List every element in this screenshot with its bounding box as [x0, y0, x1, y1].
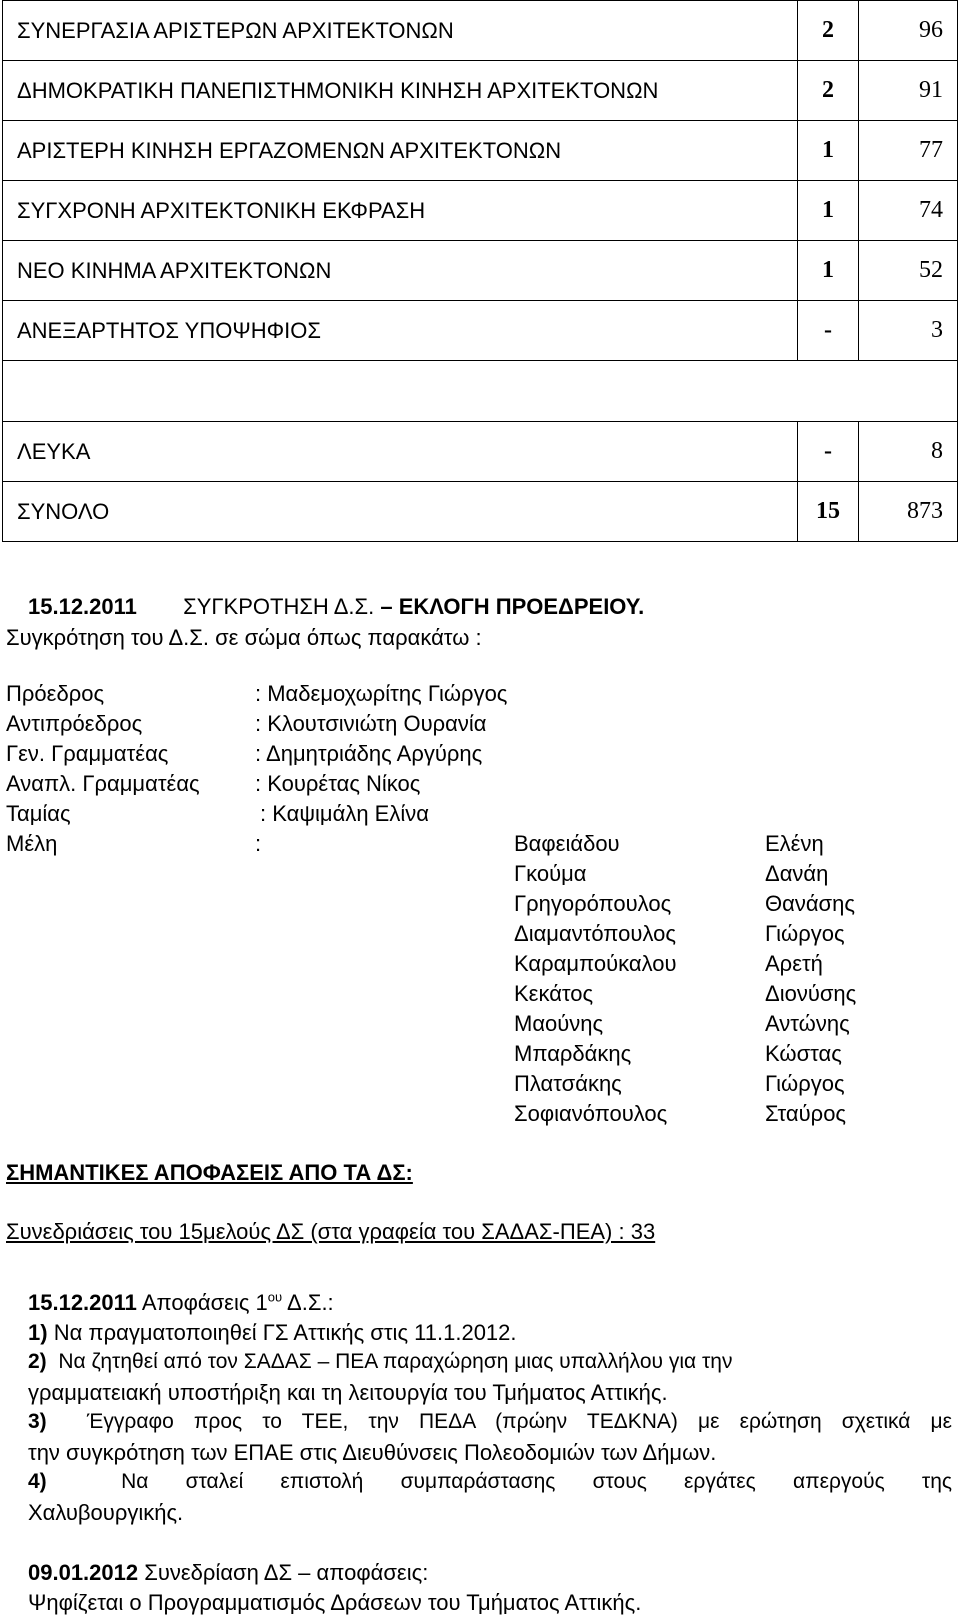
- officer-role: Αντιπρόεδρος: [6, 711, 143, 736]
- total-seats: 15: [798, 482, 859, 542]
- officer-name: : Κουρέτας Νίκος: [255, 771, 421, 796]
- table-row: [3, 181, 958, 241]
- officer-name: : Μαδεμοχωρίτης Γιώργος: [255, 681, 508, 706]
- votes-cell: 96: [859, 1, 958, 61]
- member-surname: Διαμαντόπουλος: [514, 921, 676, 946]
- decision-item: [28, 1470, 952, 1494]
- table-row: [3, 121, 958, 181]
- officer-name: : Καψιμάλη Ελίνα: [260, 801, 429, 826]
- decision-title-a: Αποφάσεις 1: [141, 1290, 268, 1315]
- decision-item: [28, 1320, 517, 1346]
- table-row: [3, 1, 958, 61]
- member-surname: Σοφιανόπουλος: [514, 1101, 668, 1126]
- blank-votes-row: [3, 422, 958, 482]
- party-name: ΣΥΓΧΡΟΝΗ ΑΡΧΙΤΕΚΤΟΝΙΚΗ ΕΚΦΡΑΣΗ: [3, 181, 798, 241]
- party-name: ΑΡΙΣΤΕΡΗ ΚΙΝΗΣΗ ΕΡΓΑΖΟΜΕΝΩΝ ΑΡΧΙΤΕΚΤΟΝΩΝ: [3, 121, 798, 181]
- decision-date: 15.12.2011: [28, 1290, 137, 1315]
- section-subheading: Συγκρότηση του Δ.Σ. σε σώμα όπως παρακάτω :: [6, 625, 482, 650]
- blank-seats: -: [798, 422, 859, 482]
- table-row: [3, 301, 958, 361]
- decision-item-text: Έγγραφο προς το ΤΕΕ, την ΠΕΔΑ (πρώην ΤΕΔΚΝΑ) με ερώτηση σχετικά με: [86, 1410, 953, 1433]
- party-name: ΣΥΝΕΡΓΑΣΙΑ ΑΡΙΣΤΕΡΩΝ ΑΡΧΙΤΕΚΤΟΝΩΝ: [3, 1, 798, 61]
- officer-name: : Δημητριάδης Αργύρης: [255, 741, 483, 766]
- decision-item-number: 1): [28, 1320, 48, 1345]
- seats-cell: 2: [798, 61, 859, 121]
- section-title-a: ΣΥΓΚΡΟΤΗΣΗ Δ.Σ.: [183, 594, 381, 619]
- decision-date: 09.01.2012: [28, 1560, 139, 1585]
- member-surname: Μπαρδάκης: [514, 1041, 632, 1066]
- officer-role: Γεν. Γραμματέας: [6, 741, 169, 766]
- decision-title-sup: ου: [267, 1289, 283, 1305]
- section-date: 15.12.2011: [28, 594, 137, 619]
- decision-item-line: [28, 1350, 732, 1374]
- decision-item-number: 4): [28, 1470, 47, 1493]
- officer-name: : Κλουτσινιώτη Ουρανία: [255, 711, 487, 736]
- seats-cell: 1: [798, 241, 859, 301]
- party-name: ΝΕΟ ΚΙΝΗΜΑ ΑΡΧΙΤΕΚΤΟΝΩΝ: [3, 241, 798, 301]
- member-surname: Πλατσάκης: [514, 1071, 622, 1096]
- member-first: Ελένη: [765, 831, 824, 856]
- decision-item: [28, 1410, 952, 1434]
- party-name: ΑΝΕΞΑΡΤΗΤΟΣ ΥΠΟΨΗΦΙΟΣ: [3, 301, 798, 361]
- seats-cell: -: [798, 301, 859, 361]
- decision-heading: [28, 1290, 334, 1316]
- votes-cell: 91: [859, 61, 958, 121]
- decisions-heading: ΣΗΜΑΝΤΙΚΕΣ ΑΠΟΦΑΣΕΙΣ ΑΠΟ ΤΑ ΔΣ:: [6, 1160, 413, 1185]
- members-label: Μέλη: [6, 831, 58, 856]
- member-surname: Κεκάτος: [514, 981, 594, 1006]
- decision-item-continuation: την συγκρότηση των ΕΠΑΕ στις Διευθύνσεις Πολεοδομιών των Δήμων.: [28, 1440, 717, 1465]
- votes-cell: 52: [859, 241, 958, 301]
- total-label: ΣΥΝΟΛΟ: [3, 482, 798, 542]
- member-surname: Μαούνης: [514, 1011, 604, 1036]
- votes-cell: 74: [859, 181, 958, 241]
- section-title-b: – ΕΚΛΟΓΗ ΠΡΟΕΔΡΕΙΟΥ.: [380, 594, 645, 619]
- section-heading: [28, 594, 644, 620]
- decision-item-text: Να σταλεί επιστολή συμπαράστασης στους εργάτες απεργούς της: [121, 1470, 952, 1493]
- members-colon: :: [255, 831, 262, 856]
- sessions-count: Συνεδριάσεις του 15μελούς ΔΣ (στα γραφεία του ΣΑΔΑΣ-ΠΕΑ) : 33: [6, 1219, 656, 1244]
- party-name: ΔΗΜΟΚΡΑΤΙΚΗ ΠΑΝΕΠΙΣΤΗΜΟΝΙΚΗ ΚΙΝΗΣΗ ΑΡΧΙΤΕΚΤΟΝΩΝ: [3, 61, 798, 121]
- seats-cell: 1: [798, 181, 859, 241]
- votes-cell: 3: [859, 301, 958, 361]
- seats-cell: 2: [798, 1, 859, 61]
- member-first: Γιώργος: [765, 921, 845, 946]
- member-first: Κώστας: [765, 1041, 842, 1066]
- table-row: [3, 241, 958, 301]
- decision-item-number: 2): [28, 1350, 47, 1373]
- decision-item-number: 3): [28, 1410, 47, 1433]
- decision-item-text: Να πραγματοποιηθεί ΓΣ Αττικής στις 11.1.2012.: [53, 1320, 517, 1345]
- blank-label: ΛΕΥΚΑ: [3, 422, 798, 482]
- officer-role: Ταμίας: [6, 801, 71, 826]
- decision-text: Ψηφίζεται ο Προγραμματισμός Δράσεων του Τμήματος Αττικής.: [28, 1590, 642, 1615]
- member-first: Δανάη: [765, 861, 829, 886]
- decision-heading: [28, 1560, 428, 1586]
- seats-cell: 1: [798, 121, 859, 181]
- empty-row: [3, 361, 958, 422]
- member-surname: Καραμπούκαλου: [514, 951, 677, 976]
- decision-item-text: Να ζητηθεί από τον ΣΑΔΑΣ – ΠΕΑ παραχώρηση μιας υπαλλήλου για την: [58, 1350, 733, 1373]
- decision-title-b: Δ.Σ.:: [282, 1290, 334, 1315]
- decision-title: Συνεδρίαση ΔΣ – αποφάσεις:: [144, 1560, 429, 1585]
- member-first: Αντώνης: [765, 1011, 850, 1036]
- member-first: Θανάσης: [765, 891, 855, 916]
- officer-role: Πρόεδρος: [6, 681, 105, 706]
- member-first: Διονύσης: [765, 981, 857, 1006]
- decision-item-continuation: γραμματειακή υποστήριξη και τη λειτουργία του Τμήματος Αττικής.: [28, 1380, 668, 1405]
- total-row: [3, 482, 958, 542]
- officer-role: Αναπλ. Γραμματέας: [6, 771, 200, 796]
- member-surname: Γκούμα: [514, 861, 587, 886]
- member-first: Σταύρος: [765, 1101, 847, 1126]
- member-surname: Γρηγορόπουλος: [514, 891, 672, 916]
- blank-votes: 8: [859, 422, 958, 482]
- decision-item: [28, 1350, 952, 1374]
- votes-cell: 77: [859, 121, 958, 181]
- member-first: Γιώργος: [765, 1071, 845, 1096]
- decision-item-continuation: Χαλυβουργικής.: [28, 1500, 184, 1525]
- total-votes: 873: [859, 482, 958, 542]
- member-first: Αρετή: [765, 951, 823, 976]
- member-surname: Βαφειάδου: [514, 831, 620, 856]
- results-table: [2, 0, 958, 542]
- table-row: [3, 61, 958, 121]
